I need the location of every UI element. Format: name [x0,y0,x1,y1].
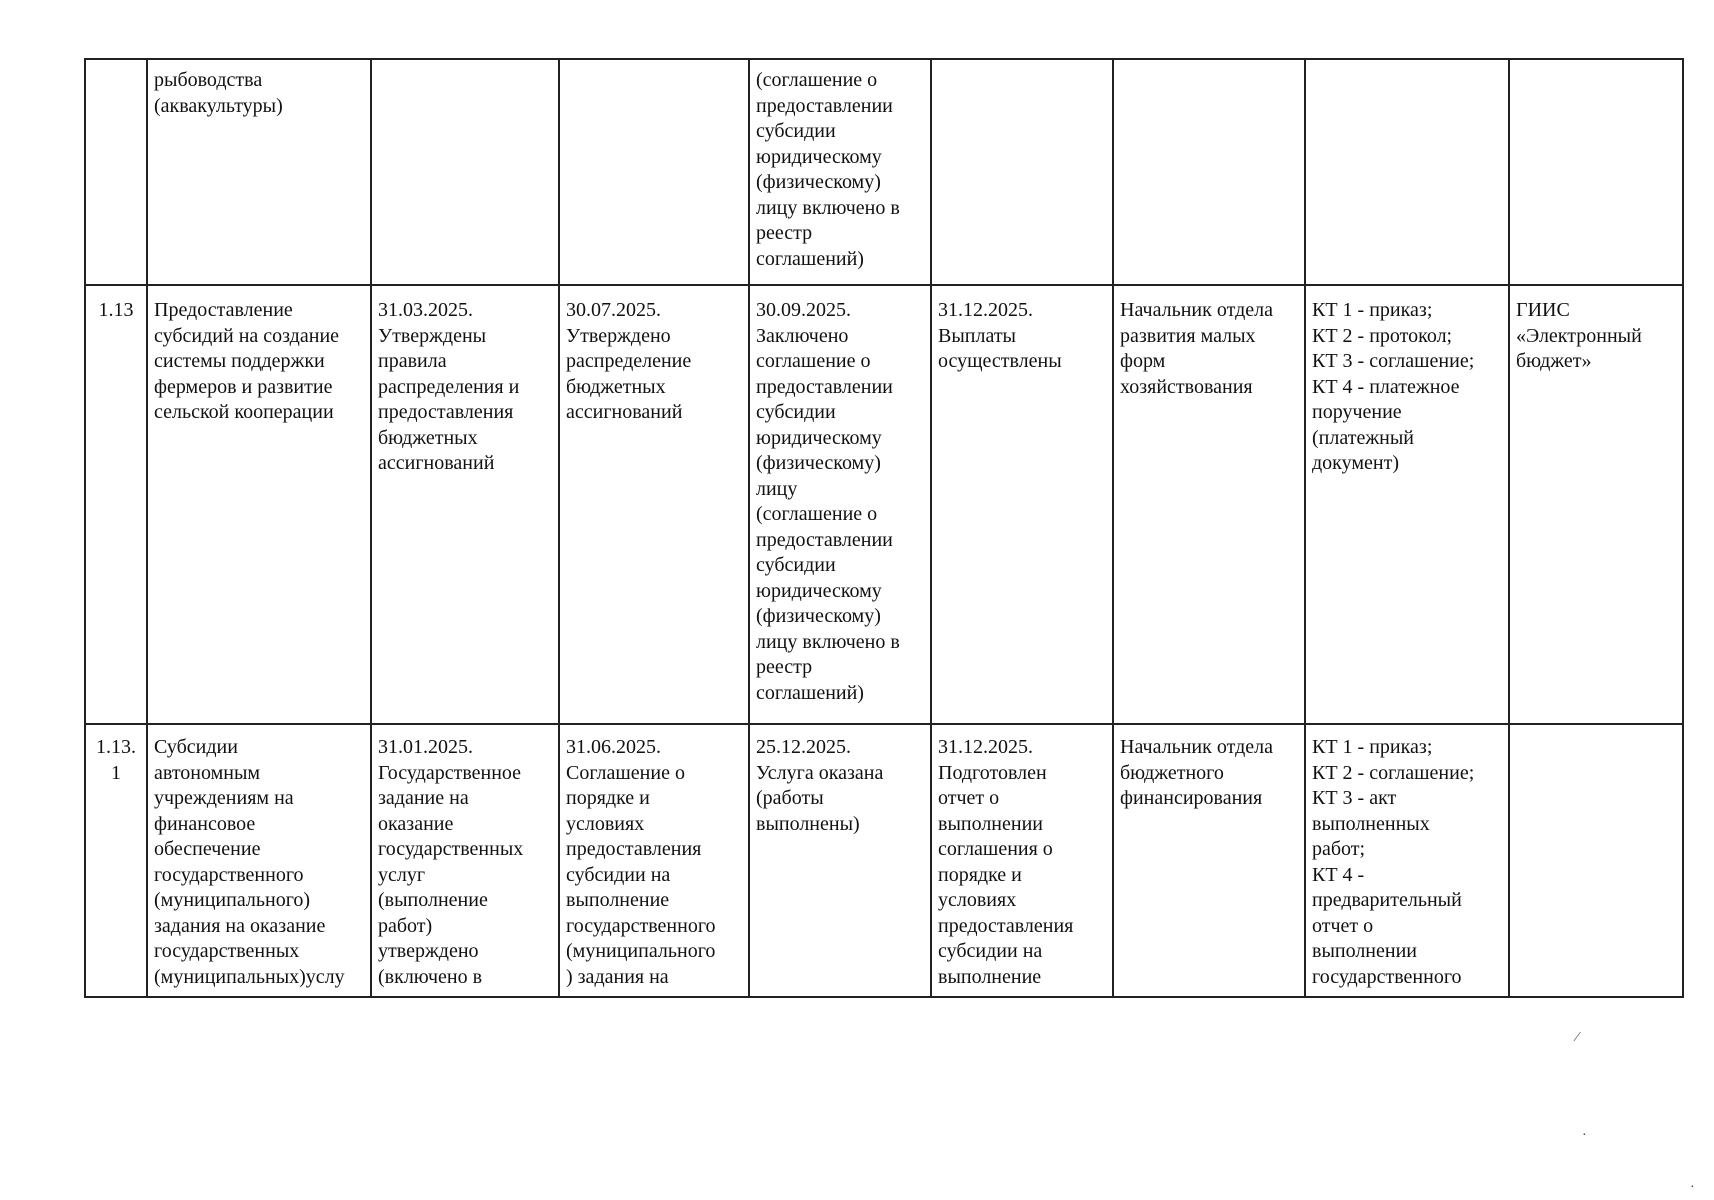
confirming-document-cell: КТ 1 - приказ; КТ 2 - протокол; КТ 3 - соглашение; КТ 4 - платежное поручение (платежный документ) [1305,285,1509,724]
information-system-cell [1509,724,1683,997]
control-point-1-cell: 31.03.2025. Утверждены правила распределения и предоставления бюджетных ассигнований [371,285,559,724]
event-name-cell: рыбоводства (аквакультуры) [147,59,371,285]
confirming-document-cell: КТ 1 - приказ; КТ 2 - соглашение; КТ 3 - акт выполненных работ; КТ 4 - предварительный отчет о выполнении государственного [1305,724,1509,997]
control-point-4-cell: 31.12.2025. Выплаты осуществлены [931,285,1113,724]
control-point-3-cell: 25.12.2025. Услуга оказана (работы выполнены) [749,724,931,997]
row-number-cell: 1.13. 1 [85,724,147,997]
control-point-2-cell: 31.06.2025. Соглашение о порядке и условиях предоставления субсидии на выполнение государственного (муниципального ) задания на [559,724,749,997]
responsible-cell: Начальник отдела развития малых форм хозяйствования [1113,285,1305,724]
event-name-cell: Субсидии автономным учреждениям на финансовое обеспечение государственного (муниципального) задания на оказание государственных (муниципальных)услу [147,724,371,997]
control-point-4-cell [931,59,1113,285]
table-row [85,285,1683,724]
row-number-cell: 1.13 [85,285,147,724]
scan-speck: · [1690,1180,1695,1195]
scan-speck: · [1582,1128,1587,1143]
table-row [85,724,1683,997]
control-point-3-cell: 30.09.2025. Заключено соглашение о предоставлении субсидии юридическому (физическому) лицу (соглашение о предоставлении субсидии юридическому (физическому) лицу включено в реестр соглашений) [749,285,931,724]
information-system-cell: ГИИС «Электронный бюджет» [1509,285,1683,724]
responsible-cell: Начальник отдела бюджетного финансирования [1113,724,1305,997]
control-point-3-cell: (соглашение о предоставлении субсидии юридическому (физическому) лицу включено в реестр соглашений) [749,59,931,285]
control-point-2-cell: 30.07.2025. Утверждено распределение бюджетных ассигнований [559,285,749,724]
control-point-1-cell: 31.01.2025. Государственное задание на оказание государственных услуг (выполнение работ) утверждено (включено в [371,724,559,997]
scan-speck: ⁄ [1576,1030,1579,1045]
control-point-4-cell: 31.12.2025. Подготовлен отчет о выполнении соглашения о порядке и условиях предоставления субсидии на выполнение [931,724,1113,997]
information-system-cell [1509,59,1683,285]
plan-table [84,58,1684,998]
confirming-document-cell [1305,59,1509,285]
table-row [85,59,1683,285]
control-point-1-cell [371,59,559,285]
event-name-cell: Предоставление субсидий на создание системы поддержки фермеров и развитие сельской кооперации [147,285,371,724]
responsible-cell [1113,59,1305,285]
control-point-2-cell [559,59,749,285]
row-number-cell [85,59,147,285]
